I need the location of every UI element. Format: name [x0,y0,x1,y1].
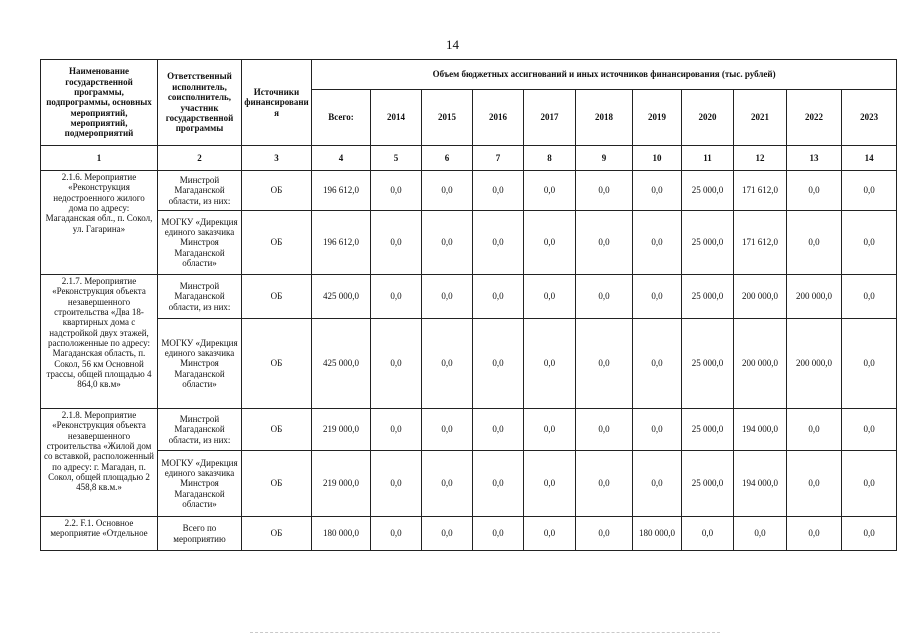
year-value-cell: 0,0 [371,517,422,551]
measure-name: 2.1.8. Мероприятие «Реконструкция объекта незавершенного строительства «Жилой дом со вставкой, расположенный по адресу: г. Магадан, п. Сокол, общей площадью 2 458,8 кв.м.» [41,409,158,517]
table-row [41,409,897,451]
year-value-cell: 0,0 [787,171,842,211]
year-value-cell: 0,0 [371,275,422,319]
measure-name: 2.1.7. Мероприятие «Реконструкция объекта незавершенного строительства «Два 18-квартирных дома с надстройкой двух этажей, расположенные по адресу: Магаданская область, п. Сокол, 56 км Основной трассы, общей площадью 4 864,0 кв.м» [41,275,158,409]
year-value-cell: 0,0 [576,275,633,319]
year-value-cell: 25 000,0 [682,211,734,275]
year-value-cell: 0,0 [422,275,473,319]
table-row [41,517,897,551]
table-row [41,319,897,409]
column-number: 5 [371,146,422,171]
source-cell: ОБ [242,319,312,409]
table-row [41,451,897,517]
budget-allocation-table [40,59,897,551]
header-name: Наименование государственной программы, подпрограммы, основных мероприятий, мероприятий, подмероприятий [41,60,158,146]
header-year: 2016 [473,90,524,146]
year-value-cell: 0,0 [524,275,576,319]
year-value-cell: 0,0 [682,517,734,551]
year-value-cell: 0,0 [842,275,897,319]
year-value-cell: 200 000,0 [734,275,787,319]
year-value-cell: 0,0 [842,517,897,551]
source-cell: ОБ [242,451,312,517]
year-value-cell: 0,0 [842,211,897,275]
header-year: 2014 [371,90,422,146]
year-value-cell: 0,0 [473,517,524,551]
executor-cell: Всего по мероприятию [158,517,242,551]
year-value-cell: 0,0 [633,319,682,409]
column-number: 11 [682,146,734,171]
year-value-cell: 0,0 [842,319,897,409]
column-number: 7 [473,146,524,171]
header-year: 2018 [576,90,633,146]
header-year: 2022 [787,90,842,146]
year-value-cell: 0,0 [633,275,682,319]
column-number: 12 [734,146,787,171]
measure-name: 2.1.6. Мероприятие «Реконструкция недостроенного жилого дома по адресу: Магаданская обл., п. Сокол, ул. Гагарина» [41,171,158,275]
year-value-cell: 25 000,0 [682,409,734,451]
year-value-cell: 0,0 [371,319,422,409]
year-value-cell: 0,0 [842,409,897,451]
total-cell: 425 000,0 [312,275,371,319]
total-cell: 180 000,0 [312,517,371,551]
year-value-cell: 0,0 [371,211,422,275]
column-number: 14 [842,146,897,171]
year-value-cell: 0,0 [576,211,633,275]
year-value-cell: 0,0 [524,319,576,409]
year-value-cell: 0,0 [473,451,524,517]
measure-name: 2.2. F.1. Основное мероприятие «Отдельное [41,517,158,551]
year-value-cell: 0,0 [787,451,842,517]
header-year: 2017 [524,90,576,146]
year-value-cell: 0,0 [422,517,473,551]
header-year: 2023 [842,90,897,146]
year-value-cell: 0,0 [371,451,422,517]
year-value-cell: 0,0 [422,211,473,275]
year-value-cell: 0,0 [473,319,524,409]
total-cell: 425 000,0 [312,319,371,409]
source-cell: ОБ [242,517,312,551]
year-value-cell: 200 000,0 [734,319,787,409]
column-number: 9 [576,146,633,171]
table-row [41,171,897,211]
year-value-cell: 0,0 [524,451,576,517]
year-value-cell: 0,0 [576,517,633,551]
year-value-cell: 25 000,0 [682,451,734,517]
header-volume: Объем бюджетных ассигнований и иных источников финансирования (тыс. рублей) [312,60,897,90]
year-value-cell: 0,0 [787,409,842,451]
header-total: Всего: [312,90,371,146]
year-value-cell: 0,0 [633,171,682,211]
year-value-cell: 0,0 [842,171,897,211]
source-cell: ОБ [242,171,312,211]
header-sources: Источники финансирования [242,60,312,146]
executor-cell: МОГКУ «Дирекция единого заказчика Минстроя Магаданской области» [158,451,242,517]
year-value-cell: 0,0 [842,451,897,517]
year-value-cell: 0,0 [787,517,842,551]
column-number: 4 [312,146,371,171]
year-value-cell: 0,0 [633,211,682,275]
year-value-cell: 0,0 [473,275,524,319]
year-value-cell: 0,0 [524,517,576,551]
column-number: 8 [524,146,576,171]
total-cell: 196 612,0 [312,171,371,211]
year-value-cell: 0,0 [371,409,422,451]
year-value-cell: 0,0 [633,451,682,517]
header-executor: Ответственный исполнитель, соисполнитель, участник государственной программы [158,60,242,146]
column-number: 13 [787,146,842,171]
year-value-cell: 194 000,0 [734,409,787,451]
source-cell: ОБ [242,409,312,451]
year-value-cell: 0,0 [422,319,473,409]
year-value-cell: 0,0 [633,409,682,451]
year-value-cell: 200 000,0 [787,275,842,319]
header-year: 2021 [734,90,787,146]
total-cell: 196 612,0 [312,211,371,275]
year-value-cell: 0,0 [473,171,524,211]
executor-cell: МОГКУ «Дирекция единого заказчика Минстроя Магаданской области» [158,211,242,275]
executor-cell: МОГКУ «Дирекция единого заказчика Минстроя Магаданской области» [158,319,242,409]
year-value-cell: 171 612,0 [734,211,787,275]
executor-cell: Минстрой Магаданской области, из них: [158,171,242,211]
year-value-cell: 200 000,0 [787,319,842,409]
column-number: 1 [41,146,158,171]
year-value-cell: 180 000,0 [633,517,682,551]
source-cell: ОБ [242,211,312,275]
total-cell: 219 000,0 [312,451,371,517]
year-value-cell: 0,0 [524,171,576,211]
header-year: 2019 [633,90,682,146]
year-value-cell: 0,0 [473,409,524,451]
source-cell: ОБ [242,275,312,319]
year-value-cell: 0,0 [422,451,473,517]
year-value-cell: 171 612,0 [734,171,787,211]
year-value-cell: 25 000,0 [682,275,734,319]
year-value-cell: 0,0 [422,409,473,451]
column-number: 3 [242,146,312,171]
year-value-cell: 25 000,0 [682,319,734,409]
year-value-cell: 0,0 [524,409,576,451]
column-number: 10 [633,146,682,171]
year-value-cell: 0,0 [473,211,524,275]
year-value-cell: 0,0 [524,211,576,275]
year-value-cell: 194 000,0 [734,451,787,517]
year-value-cell: 0,0 [422,171,473,211]
column-number: 2 [158,146,242,171]
year-value-cell: 0,0 [576,451,633,517]
header-year: 2015 [422,90,473,146]
executor-cell: Минстрой Магаданской области, из них: [158,409,242,451]
year-value-cell: 0,0 [576,319,633,409]
footer-divider [250,632,720,633]
page-number: 14 [446,37,459,52]
year-value-cell: 0,0 [576,409,633,451]
column-number-row [41,146,897,171]
year-value-cell: 0,0 [371,171,422,211]
year-value-cell: 0,0 [576,171,633,211]
executor-cell: Минстрой Магаданской области, из них: [158,275,242,319]
year-value-cell: 0,0 [734,517,787,551]
header-year: 2020 [682,90,734,146]
year-value-cell: 0,0 [787,211,842,275]
table-row [41,275,897,319]
year-value-cell: 25 000,0 [682,171,734,211]
table-row [41,211,897,275]
column-number: 6 [422,146,473,171]
total-cell: 219 000,0 [312,409,371,451]
